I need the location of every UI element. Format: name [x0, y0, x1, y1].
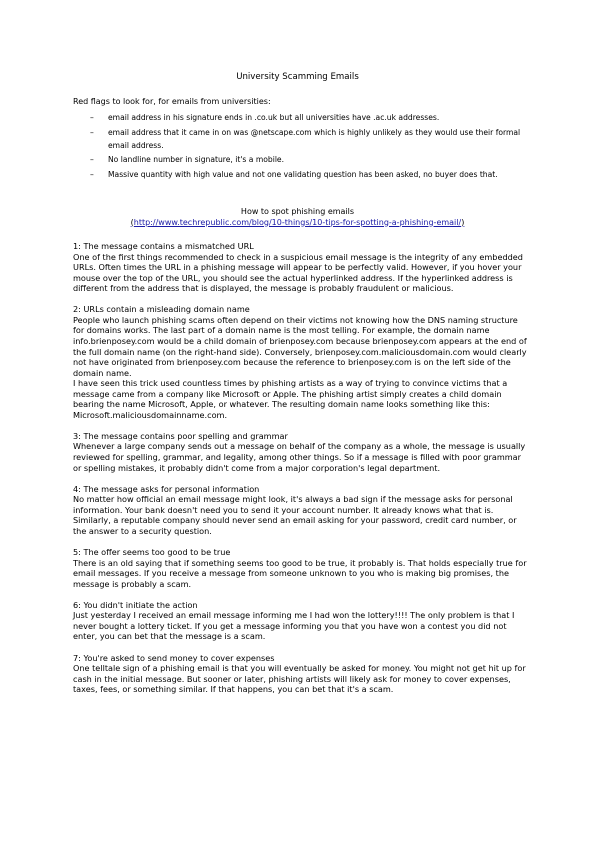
tips-content [73, 241, 528, 705]
tip-heading: 7: You're asked to send money to cover expenses [73, 652, 275, 663]
bullet-dash-icon: – [90, 155, 94, 165]
bullet-dash-icon: – [90, 169, 94, 179]
tip-section-4 [73, 484, 528, 537]
tip-paragraph: I have seen this trick used countless times by phishing artists as a way of trying to convince victims that a message came from a company like Microsoft or Apple. The phishing artist simply creates a child domain bearing the name Microsoft, Apple, or whatever. The resulting domain name looks something like this: Microsoft.maliciousdomainname.com. [73, 378, 508, 420]
red-flag-text: No landline number in signature, it's a mobile. [108, 155, 285, 165]
tip-paragraph: No matter how official an email message might look, it's always a bad sign if the message asks for personal information. Your bank doesn't need you to send it your account number. It already knows what that is. Similarly, a reputable company should never send an email asking for your password, credit card number, or the answer to a security question. [73, 494, 517, 536]
red-flags-heading: Red flags to look for, for emails from universities: [73, 97, 271, 106]
page-title: University Scamming Emails [236, 72, 359, 82]
tip-heading: 3: The message contains poor spelling and grammar [73, 430, 288, 441]
red-flag-item [73, 126, 523, 152]
red-flag-item [73, 111, 523, 124]
tip-heading: 2: URLs contain a misleading domain name [73, 304, 250, 315]
bullet-dash-icon: – [90, 113, 94, 122]
tip-section-6 [73, 600, 528, 642]
source-link[interactable] [0, 218, 595, 229]
tip-paragraph: One telltale sign of a phishing email is that you will eventually be asked for money. You might not get hit up for cash in the initial message. But sooner or later, phishing artists will likely ask for money to cover expenses, taxes, fees, or something similar. If that happens, you can bet that it's a scam. [73, 663, 526, 695]
tip-heading: 4: The message asks for personal information [73, 483, 260, 494]
tip-paragraph: Whenever a large company sends out a message on behalf of the company as a whole, the message is usually reviewed for spelling, grammar, and legality, among other things. So if a message is filled with poor grammar or spelling mistakes, it probably didn't come from a major corporation's legal department. [73, 441, 526, 473]
red-flag-text: email address in his signature ends in .co.uk but all universities have .ac.uk addresses. [108, 113, 440, 122]
tip-paragraph: There is an old saying that if something seems too good to be true, it probably is. That holds especially true for email messages. If you receive a message from someone unknown to you who is making big promises, the message is probably a scam. [73, 557, 527, 589]
tip-paragraph: One of the first things recommended to check in a suspicious email message is the integrity of any embedded URLs. Often times the URL in a phishing message will appear to be perfectly valid. However, if you hover your mouse over the top of the URL, you should see the actual hyperlinked address. If the hyperlinked address is different from the address that is displayed, the message is probably fraudulent or malicious. [73, 251, 523, 294]
tip-section-5 [73, 547, 528, 589]
open-paren: ( [130, 217, 134, 227]
tip-section-7 [73, 653, 528, 695]
tip-heading: 5: The offer seems too good to be true [73, 547, 231, 558]
tip-heading: 6: You didn't initiate the action [73, 599, 198, 610]
red-flag-text: email address that it came in on was @netscape.com which is highly unlikely as they would use their formal email address. [108, 127, 521, 150]
howto-heading: How to spot phishing emails [240, 207, 355, 216]
close-paren: ) [461, 217, 465, 227]
tip-heading: 1: The message contains a mismatched URL [73, 241, 254, 251]
bullet-dash-icon: – [90, 127, 94, 137]
red-flags-list [73, 111, 523, 183]
tip-section-2 [73, 304, 528, 420]
source-link-text[interactable]: http://www.techrepublic.com/blog/10-things/10-tips-for-spotting-a-phishing-email/ [133, 217, 462, 227]
howto-block [0, 207, 595, 228]
tip-paragraph: People who launch phishing scams often depend on their victims not knowing how the DNS naming structure for domains works. The last part of a domain name is the most telling. For example, the domain name info.brienposey.com would be a child domain of brienposey.com because brienposey.com appears at the end of the full domain name (on the right-hand side). Conversely, brienposey.com.maliciousdomain.com would clearly not have originated from brienposey.com because the reference to brienposey.com is on the left side of the domain name. [73, 314, 527, 378]
red-flag-item [73, 153, 523, 166]
tip-paragraph: Just yesterday I received an email message informing me I had won the lottery!!!! The only problem is that I never bought a lottery ticket. If you get a message informing you that you have won a contest you did not enter, you can bet that the message is a scam. [73, 610, 515, 642]
red-flag-item [73, 168, 523, 181]
red-flag-text: Massive quantity with high value and not one validating question has been asked, no buyer does that. [108, 169, 498, 179]
tip-section-1 [73, 241, 528, 294]
tip-section-3 [73, 431, 528, 473]
